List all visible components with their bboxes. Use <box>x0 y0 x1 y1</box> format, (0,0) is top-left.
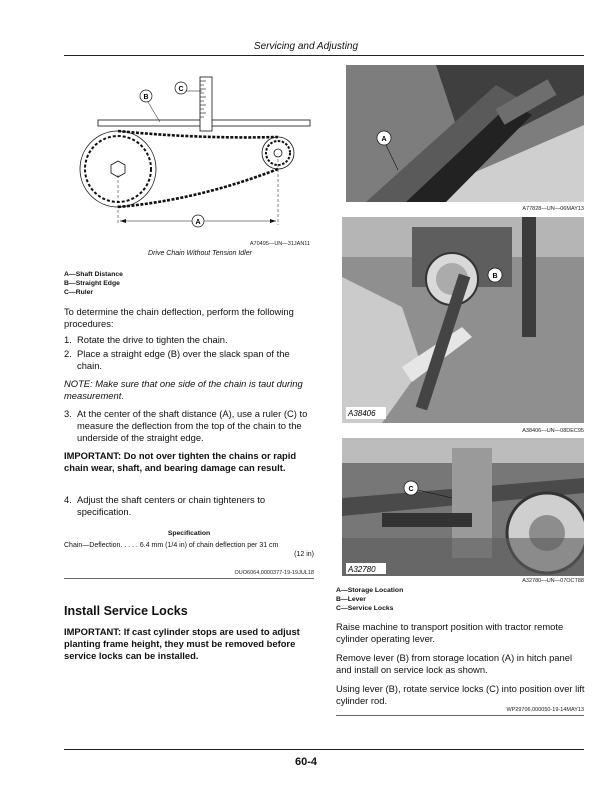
section-title: Install Service Locks <box>64 604 188 618</box>
photo1-callout: A <box>381 136 387 143</box>
legend-item-a: A—Shaft Distance <box>64 271 123 278</box>
right-divider <box>336 715 584 716</box>
callout-c-label: C <box>178 86 184 93</box>
step-number: 2. <box>64 348 72 359</box>
photo1-image-id: A77828—UN—06MAY13 <box>522 206 584 212</box>
photo2-callout: B <box>492 273 498 280</box>
list-item <box>64 348 314 372</box>
photo-lever <box>342 217 584 423</box>
photo3-callout: C <box>408 486 414 493</box>
specification-line-2: (12 in) <box>294 551 314 558</box>
reference-code-1: OUO6064,0000377-19-19JUL18 <box>234 570 314 576</box>
right-paragraph-3: Using lever (B), rotate service locks (C) into position over lift cylinder rod. <box>336 683 585 706</box>
section-divider <box>64 578 314 579</box>
page-number: 60-4 <box>294 756 318 768</box>
important-warning-2: IMPORTANT: If cast cylinder stops are used to adjust planting frame height, they must be removed before service locks can be installed. <box>64 626 300 661</box>
photo3-stamp: A32780 <box>348 565 376 574</box>
steps-list-3 <box>64 494 314 518</box>
legend-item-b: B—Lever <box>336 596 366 603</box>
intro-paragraph: To determine the chain deflection, perform the following procedures: <box>64 306 294 329</box>
steps-list-2 <box>64 408 314 444</box>
callout-b-label: B <box>143 94 149 101</box>
legend-item-c: C—Service Locks <box>336 605 394 612</box>
step-number: 1. <box>64 334 72 345</box>
steps-list-1 <box>64 334 314 372</box>
footer-rule <box>64 749 584 750</box>
specification-heading: Specification <box>167 530 211 537</box>
step-text: At the center of the shaft distance (A), use a ruler (C) to measure the deflection from the top of the chain to the underside of the straight edge. <box>77 408 308 443</box>
list-item <box>64 334 314 346</box>
step-text: Rotate the drive to tighten the chain. <box>77 334 228 345</box>
legend-photos <box>336 586 576 613</box>
drive-chain-diagram <box>64 75 312 235</box>
page-header-title: Servicing and Adjusting <box>253 41 359 52</box>
legend-item-a: A—Storage Location <box>336 587 404 594</box>
photo-service-locks <box>342 438 584 576</box>
legend-item-b: B—Straight Edge <box>64 280 120 287</box>
photo2-image-id: A38406—UN—08DEC95 <box>522 428 584 434</box>
photo3-image-id: A32780—UN—07OCT88 <box>522 578 584 584</box>
important-warning-1: IMPORTANT: Do not over tighten the chains or rapid chain wear, shaft, and bearing damage can result. <box>64 450 297 473</box>
right-paragraph-2: Remove lever (B) from storage location (A) in hitch panel and install on service lock as shown. <box>336 652 573 675</box>
legend-item-c: C—Ruler <box>64 289 94 296</box>
list-item <box>64 494 314 518</box>
step-text: Place a straight edge (B) over the slack span of the chain. <box>77 348 290 371</box>
right-paragraph-1: Raise machine to transport position with tractor remote cylinder operating lever. <box>336 621 564 644</box>
figure1-caption: Drive Chain Without Tension Idler <box>148 250 252 257</box>
photo-storage-location <box>346 65 584 202</box>
step-number: 3. <box>64 408 72 419</box>
list-item <box>64 408 314 444</box>
step-text: Adjust the shaft centers or chain tighteners to specification. <box>77 494 266 517</box>
note-paragraph: NOTE: Make sure that one side of the chain is taut during measurement. <box>64 378 303 401</box>
figure1-image-id: A70495—UN—31JAN11 <box>249 241 310 247</box>
reference-code-2: WP29706,000050-19-14MAY13 <box>506 707 584 713</box>
photo2-stamp: A38406 <box>348 409 376 418</box>
specification-line-1: Chain—Deflection. . . . . 6.4 mm (1/4 in) of chain deflection per 31 cm <box>64 542 279 549</box>
header-rule <box>64 55 584 56</box>
callout-a-label: A <box>195 219 201 226</box>
legend-figure1 <box>64 270 304 297</box>
step-number: 4. <box>64 494 72 505</box>
